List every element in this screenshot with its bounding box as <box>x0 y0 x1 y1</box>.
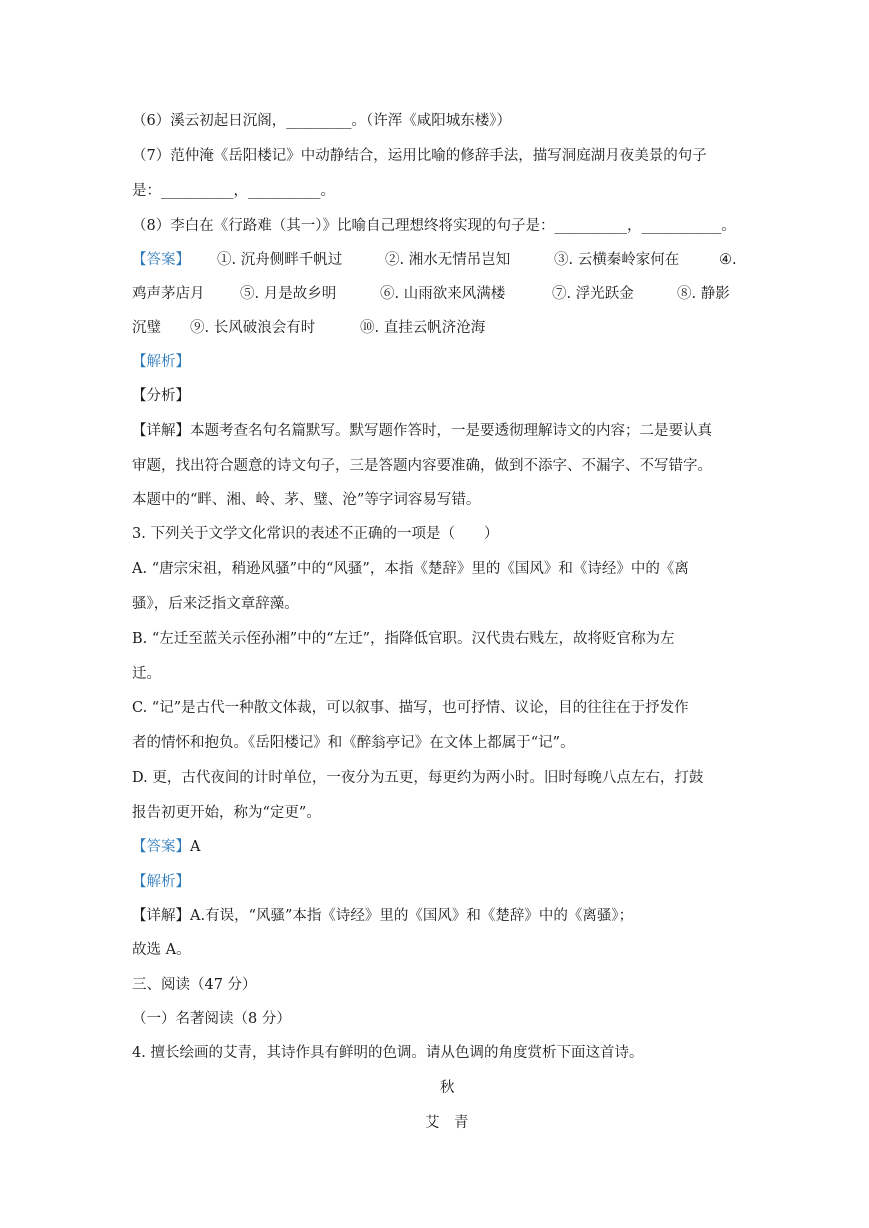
option-d-line-2: 报告初更开始，称为“定更”。 <box>132 805 321 821</box>
answer-item: 鸡声茅店月 <box>132 286 205 302</box>
answer-item: ④. <box>719 252 737 268</box>
question-7-line-1: （7）范仲淹《岳阳楼记》中动静结合，运用比喻的修辞手法，描写洞庭湖月夜美景的句子 <box>132 148 707 164</box>
q3-conclusion: 故选 A。 <box>132 942 191 958</box>
answer-item: ⑨. 长风破浪会有时 <box>190 320 316 336</box>
question-3-stem: 3. 下列关于文学文化常识的表述不正确的一项是（ ） <box>132 526 499 542</box>
option-b-line-1: B. “左迁至蓝关示侄孙湘”中的“左迁”，指降低官职。汉代贵右贱左，故将贬官称为左 <box>132 631 675 647</box>
answer-item: ⑥. 山雨欲来风满楼 <box>380 286 506 302</box>
q3-answer <box>132 837 200 857</box>
option-b-line-2: 迁。 <box>132 666 161 682</box>
option-d-line-1: D. 更，古代夜间的计时单位，一夜分为五更，每更约为两小时。旧时每晚八点左右，打鼓 <box>132 770 704 786</box>
answer-item: ③. 云横秦岭家何在 <box>554 252 680 268</box>
fenxi-label: 【分析】 <box>132 388 190 404</box>
option-a-line-1: A. “唐宗宋祖，稍逊风骚”中的“风骚”，本指《楚辞》里的《国风》和《诗经》中的《离 <box>132 561 689 577</box>
analysis-label: 【解析】 <box>132 354 190 370</box>
question-7-line-2: 是：__________，__________。 <box>132 183 335 199</box>
poem-author: 艾 青 <box>425 1115 469 1131</box>
answer-value: A <box>190 839 201 855</box>
option-a-line-2: 骚》，后来泛指文章辞藻。 <box>132 596 299 612</box>
subsection-heading: （一）名著阅读（8 分） <box>132 1011 291 1027</box>
detail-line: 审题，找出符合题意的诗文句子，三是答题内容要准确，做到不添字、不漏字、不写错字。 <box>132 458 712 474</box>
answer-item: ②. 湘水无情吊岂知 <box>385 252 511 268</box>
q3-detail: 【详解】A.有误，“风骚”本指《诗经》里的《国风》和《楚辞》中的《离骚》； <box>132 908 634 924</box>
question-6-line: （6）溪云初起日沉阁，_________。（许浑《咸阳城东楼》） <box>132 113 511 129</box>
option-c-line-1: C. “记”是古代一种散文体裁，可以叙事、描写，也可抒情、议论，目的往往在于抒发作 <box>132 700 689 716</box>
analysis-label: 【解析】 <box>132 874 190 890</box>
question-4-stem: 4. 擅长绘画的艾青，其诗作具有鲜明的色调。请从色调的角度赏析下面这首诗。 <box>132 1045 644 1061</box>
answer-label: 【答案】 <box>132 839 190 855</box>
answer-item: 沉璧 <box>132 320 161 336</box>
poem-title: 秋 <box>440 1080 455 1096</box>
answer-item: ⑤. 月是故乡明 <box>240 286 337 302</box>
answer-label: 【答案】 <box>132 252 190 268</box>
answer-item: ⑩. 直挂云帆济沧海 <box>360 320 486 336</box>
answer-item: ⑧. 静影 <box>677 286 730 302</box>
section-heading: 三、阅读（47 分） <box>132 977 257 993</box>
detail-line: 【详解】本题考查名句名篇默写。默写题作答时，一是要透彻理解诗文的内容；二是要认真 <box>132 423 712 439</box>
answer-item: ⑦. 浮光跃金 <box>552 286 634 302</box>
question-8-line: （8）李白在《行路难（其一）》比喻自己理想终将实现的句子是：__________，___________。 <box>132 218 736 234</box>
option-c-line-2: 者的情怀和抱负。《岳阳楼记》和《醉翁亭记》在文体上都属于“记”。 <box>132 735 575 751</box>
answer-item: ①. 沉舟侧畔千帆过 <box>217 252 343 268</box>
detail-line: 本题中的“畔、湘、岭、茅、璧、沧”等字词容易写错。 <box>132 492 481 508</box>
